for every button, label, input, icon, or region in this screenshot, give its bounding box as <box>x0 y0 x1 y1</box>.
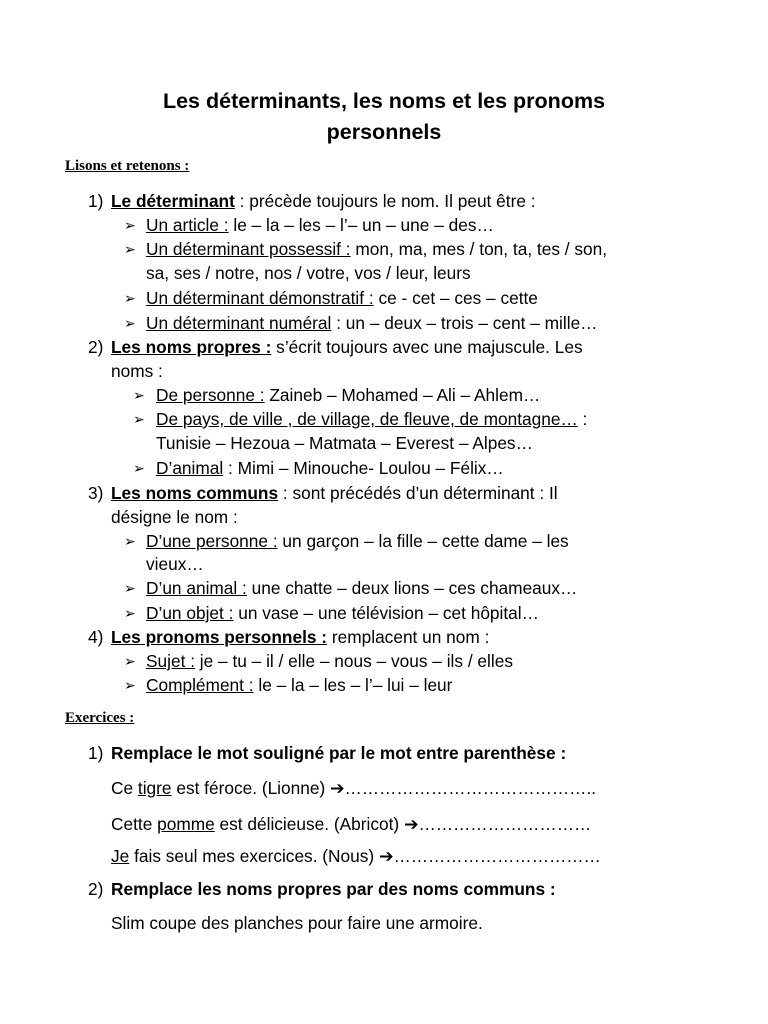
item-text: : <box>577 409 588 429</box>
arrowhead-bullet-icon: ➢ <box>124 533 136 549</box>
list-item <box>146 601 539 625</box>
item-label: Un déterminant possessif : <box>146 239 351 259</box>
list-item <box>156 456 504 480</box>
line-prefix: Cette <box>111 814 158 834</box>
item-text: une chatte – deux lions – ces chameaux… <box>246 578 578 598</box>
list-item <box>146 649 513 673</box>
list-item <box>146 213 494 237</box>
item-text: je – tu – il / elle – nous – vous – ils / elles <box>195 651 513 671</box>
underlined-word: Je <box>111 846 130 866</box>
title-line-2: personnels <box>326 120 442 144</box>
list-item <box>156 383 540 407</box>
item-label: D’animal <box>156 458 224 478</box>
item-label: Complément : <box>146 675 254 695</box>
arrowhead-bullet-icon: ➢ <box>124 677 136 693</box>
section-3-text: : sont précédés d’un déterminant : Il <box>278 483 558 503</box>
right-arrow-icon: ➔ <box>403 814 419 834</box>
right-arrow-icon: ➔ <box>378 846 394 866</box>
list-item <box>156 407 587 431</box>
item-text: le – la – les – l’– un – une – des… <box>228 215 494 235</box>
section-1-heading: Le déterminant <box>111 191 235 211</box>
underlined-word: pomme <box>157 814 215 834</box>
exercise-2-number: 2) <box>88 879 104 899</box>
section-1-number: 1) <box>88 191 104 211</box>
section-3-number: 3) <box>88 483 104 503</box>
arrowhead-bullet-icon: ➢ <box>124 653 136 669</box>
item-text: un garçon – la fille – cette dame – les <box>277 531 569 551</box>
exercise-line <box>111 844 601 868</box>
arrowhead-bullet-icon: ➢ <box>124 605 136 621</box>
list-item <box>146 286 538 310</box>
list-item <box>146 576 577 600</box>
arrowhead-bullet-icon: ➢ <box>133 460 145 476</box>
list-item <box>146 529 569 553</box>
section-4-line <box>111 625 489 649</box>
exercise-2-sentence: Slim coupe des planches pour faire une armoire. <box>111 913 483 933</box>
exercise-line <box>111 812 591 836</box>
line-text: est féroce. (Lionne) <box>171 778 331 798</box>
list-item <box>146 237 607 261</box>
item-text-continued: sa, ses / notre, nos / votre, vos / leur, leurs <box>146 263 471 283</box>
page-title <box>84 86 684 148</box>
item-text: Zaineb – Mohamed – Ali – Ahlem… <box>264 385 541 405</box>
section-4-number: 4) <box>88 627 104 647</box>
section-2-text-continued: noms : <box>111 361 163 381</box>
answer-blank: …………………………………….. <box>344 778 597 798</box>
item-text: : un – deux – trois – cent – mille… <box>331 313 598 333</box>
item-text: mon, ma, mes / ton, ta, tes / son, <box>350 239 608 259</box>
section-2-text: s’écrit toujours avec une majuscule. Les <box>271 337 583 357</box>
item-label: D’un animal : <box>146 578 247 598</box>
item-label: D’une personne : <box>146 531 278 551</box>
item-label: Sujet : <box>146 651 195 671</box>
section-1-text: : précède toujours le nom. Il peut être : <box>234 191 536 211</box>
section-3-line <box>111 481 558 505</box>
section-4-heading: Les pronoms personnels : <box>111 627 328 647</box>
exercise-2-instruction: Remplace les noms propres par des noms communs : <box>111 879 556 899</box>
item-text-continued: vieux… <box>146 554 204 574</box>
section-3-heading: Les noms communs <box>111 483 279 503</box>
list-item <box>146 311 597 335</box>
section-1-line <box>111 189 536 213</box>
item-label: Un déterminant numéral <box>146 313 332 333</box>
right-arrow-icon: ➔ <box>330 778 345 798</box>
arrowhead-bullet-icon: ➢ <box>124 217 136 233</box>
answer-blank: ………………………… <box>418 814 592 834</box>
item-text-continued: Tunisie – Hezoua – Matmata – Everest – Alpes… <box>156 433 533 453</box>
exercices-heading: Exercices : <box>65 710 135 726</box>
item-label: De pays, de ville , de village, de fleuve, de montagne… <box>156 409 578 429</box>
item-text: un vase – une télévision – cet hôpital… <box>233 603 539 623</box>
arrowhead-bullet-icon: ➢ <box>133 387 145 403</box>
item-text: : Mimi – Minouche- Loulou – Félix… <box>223 458 504 478</box>
line-prefix: Ce <box>111 778 138 798</box>
arrowhead-bullet-icon: ➢ <box>124 315 136 331</box>
underlined-word: tigre <box>137 778 172 798</box>
answer-blank: ……………………………… <box>393 846 601 866</box>
item-text: ce - cet – ces – cette <box>373 288 538 308</box>
section-3-text-continued: désigne le nom : <box>111 507 238 527</box>
arrowhead-bullet-icon: ➢ <box>124 290 136 306</box>
arrowhead-bullet-icon: ➢ <box>124 580 136 596</box>
list-item <box>146 673 452 697</box>
arrowhead-bullet-icon: ➢ <box>124 241 136 257</box>
item-label: Un article : <box>146 215 229 235</box>
line-text: est délicieuse. (Abricot) <box>214 814 404 834</box>
section-2-number: 2) <box>88 337 104 357</box>
exercise-1-instruction: Remplace le mot souligné par le mot entre parenthèse : <box>111 743 567 763</box>
exercise-line <box>111 776 596 800</box>
item-label: D’un objet : <box>146 603 234 623</box>
section-4-text: remplacent un nom : <box>327 627 490 647</box>
line-text: fais seul mes exercices. (Nous) <box>129 846 379 866</box>
title-line-1: Les déterminants, les noms et les pronoms <box>162 89 606 113</box>
section-2-heading: Les noms propres : <box>111 337 272 357</box>
item-label: De personne : <box>156 385 265 405</box>
exercise-1-number: 1) <box>88 743 104 763</box>
lisons-heading: Lisons et retenons : <box>65 158 190 174</box>
arrowhead-bullet-icon: ➢ <box>133 411 145 427</box>
item-label: Un déterminant démonstratif : <box>146 288 374 308</box>
item-text: le – la – les – l’– lui – leur <box>253 675 453 695</box>
section-2-line <box>111 335 583 359</box>
